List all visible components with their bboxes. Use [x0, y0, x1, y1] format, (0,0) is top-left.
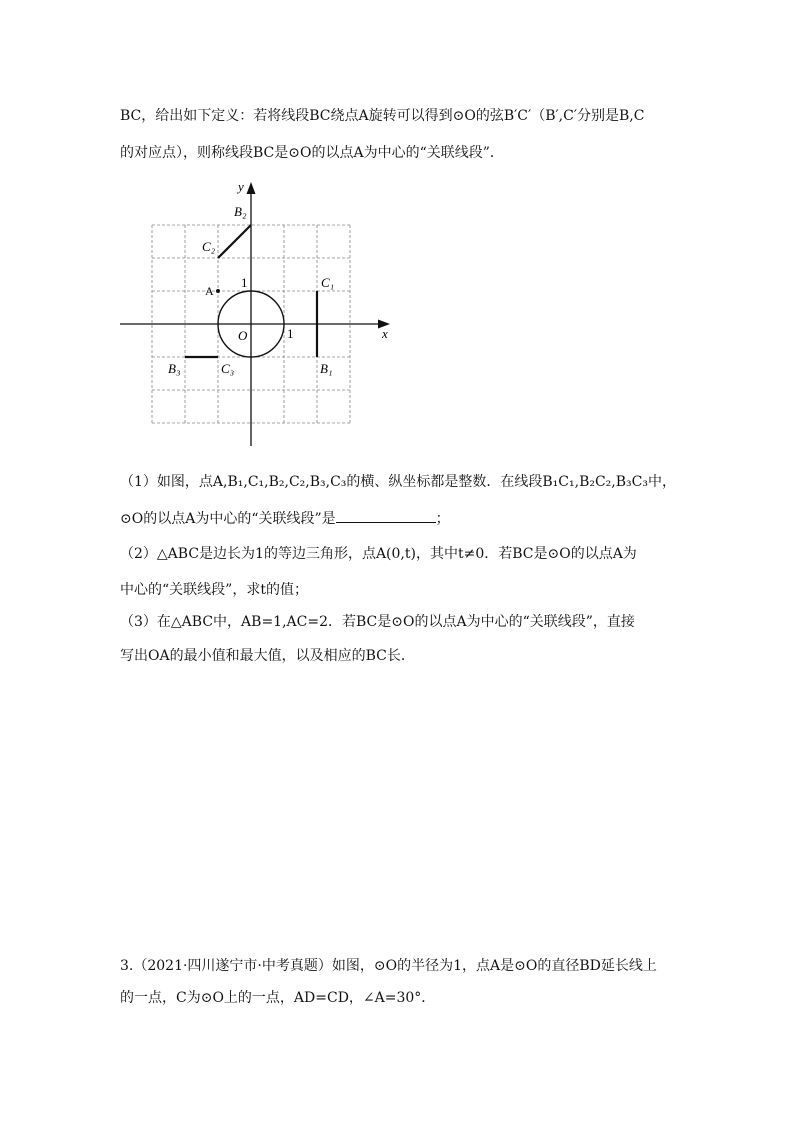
unit-y-label: 1	[241, 275, 248, 290]
problem3-line-2: 的一点，C为⊙O上的一点，AD=CD，∠A=30°．	[120, 990, 436, 1006]
q3-line-2: 写出OA的最小值和最大值，以及相应的BC长．	[120, 648, 415, 664]
y-axis-arrow	[247, 182, 256, 194]
point-a	[216, 289, 220, 293]
axis-x-label: x	[382, 326, 388, 341]
label-c3: C₃	[221, 361, 235, 376]
q1-line-1: （1）如图，点A,B₁,C₁,B₂,C₂,B₃,C₃的横、纵坐标都是整数．在线段B₁C₁,B₂C₂,B₃C₃中，	[120, 474, 676, 490]
q1-line-2-text: ⊙O的以点A为中心的“关联线段”是	[120, 511, 336, 527]
label-c2: C₂	[202, 239, 216, 254]
intro-line-1: BC，给出如下定义：若将线段BC绕点A旋转可以得到⊙O的弦B′C′（B′,C′分别是B,C	[120, 108, 645, 124]
problem3-line-1: 3.（2021·四川遂宁市·中考真题）如图，⊙O的半径为1，点A是⊙O的直径BD延长线上	[120, 958, 657, 974]
q2-line-1: （2）△ABC是边长为1的等边三角形，点A(0,t)，其中t≠0．若BC是⊙O的以点A为	[120, 546, 637, 562]
label-c1: C₁	[321, 275, 335, 290]
label-b1: B₁	[320, 361, 333, 376]
intro-line-2: 的对应点），则称线段BC是⊙O的以点A为中心的“关联线段”．	[120, 145, 504, 161]
answer-blank	[336, 508, 436, 523]
segment-b2c2	[218, 225, 251, 258]
q1-line-2	[120, 508, 450, 529]
q2-line-2: 中心的“关联线段”，求t的值；	[120, 582, 308, 598]
q3-line-1: （3）在△ABC中，AB=1,AC=2．若BC是⊙O的以点A为中心的“关联线段”，直接	[120, 614, 635, 630]
unit-x-label: 1	[287, 326, 294, 341]
q1-line-2-end: ；	[435, 511, 450, 527]
axis-y-label: y	[238, 179, 244, 194]
coordinate-figure	[110, 172, 400, 452]
label-b2: B₂	[234, 204, 247, 219]
label-b3: B₃	[168, 361, 181, 376]
origin-label: O	[238, 328, 248, 343]
point-a-label: A	[205, 284, 214, 298]
